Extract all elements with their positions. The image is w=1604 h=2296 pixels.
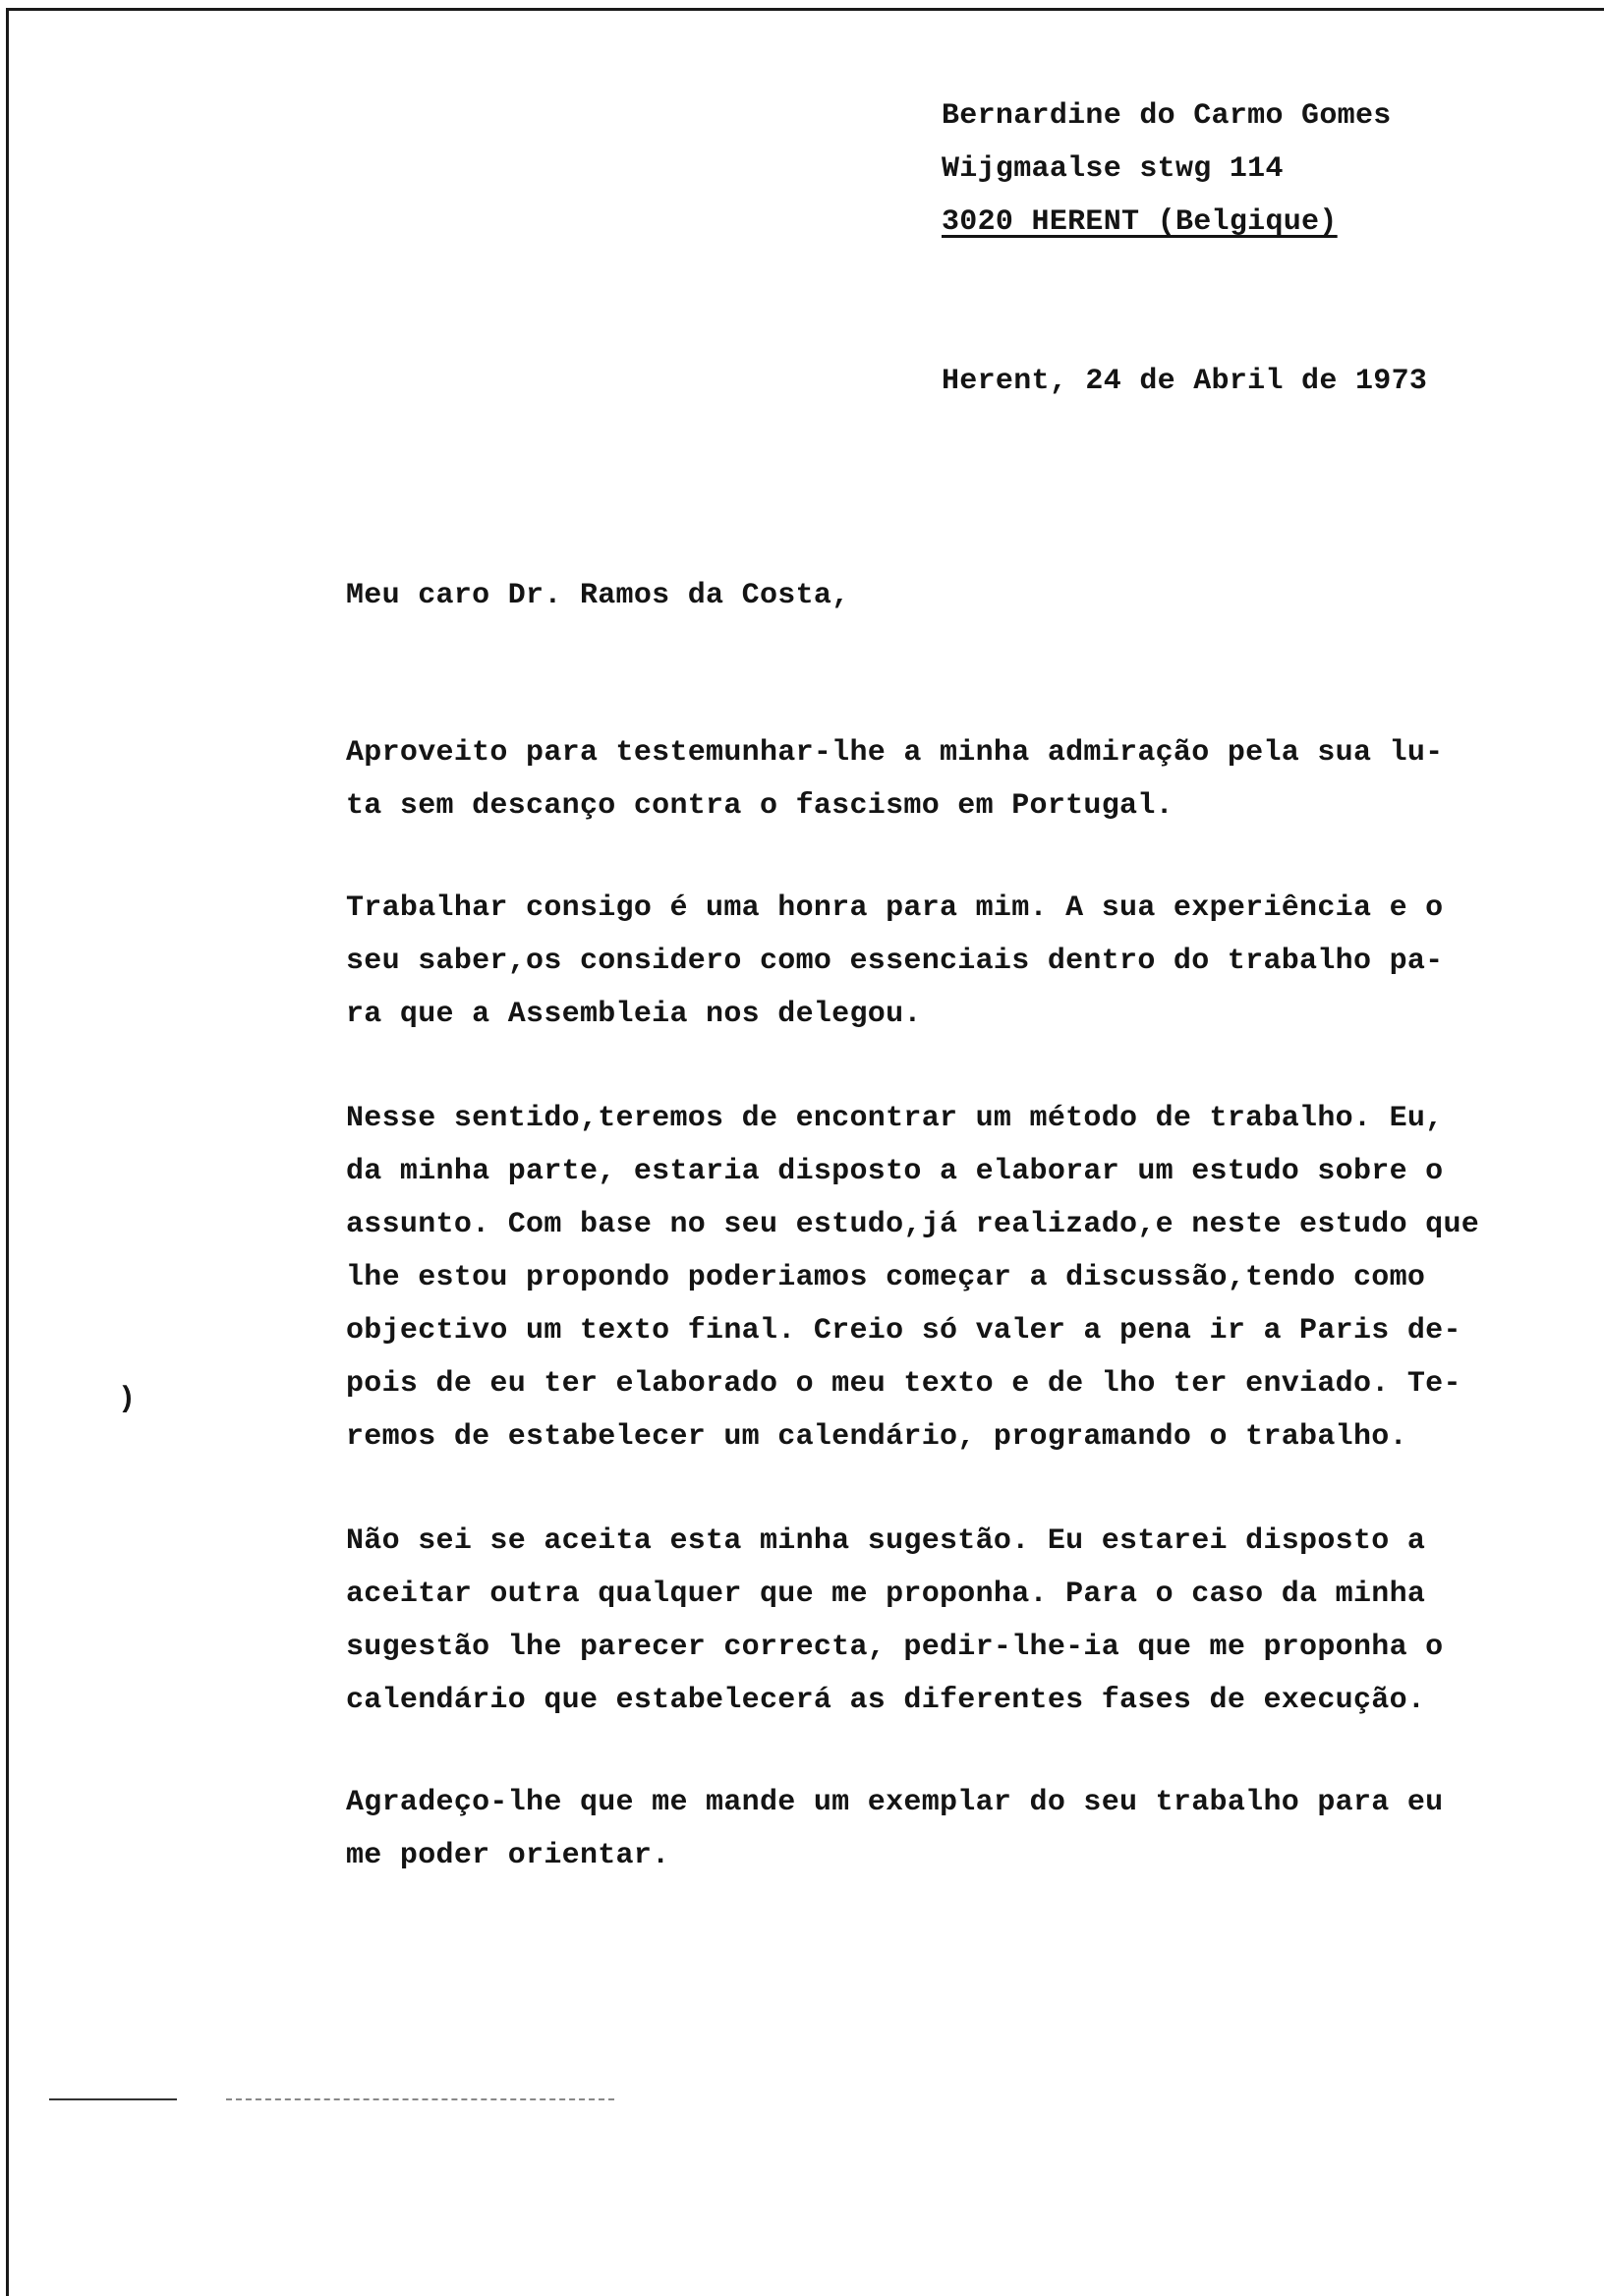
paragraph-line: Aproveito para testemunhar-lhe a minha admiração pela sua lu- xyxy=(346,736,1444,770)
paragraph-line: pois de eu ter elaborado o meu texto e de lho ter enviado. Te- xyxy=(346,1367,1461,1401)
paragraph-line: remos de estabelecer um calendário, programando o trabalho. xyxy=(346,1420,1407,1454)
sender-name: Bernardine do Carmo Gomes xyxy=(942,99,1392,133)
paragraph-line: Agradeço-lhe que me mande um exemplar do seu trabalho para eu xyxy=(346,1786,1444,1819)
margin-mark: ) xyxy=(118,1383,137,1416)
paragraph-line: objectivo um texto final. Creio só valer a pena ir a Paris de- xyxy=(346,1314,1461,1348)
paragraph-line: ta sem descanço contra o fascismo em Portugal. xyxy=(346,789,1174,823)
paragraph-line: calendário que estabelecerá as diferentes fases de execução. xyxy=(346,1684,1426,1717)
paragraph-line: seu saber,os considero como essenciais dentro do trabalho pa- xyxy=(346,945,1444,978)
paragraph-line: Trabalhar consigo é uma honra para mim. A sua experiência e o xyxy=(346,891,1444,925)
paragraph-line: Não sei se aceita esta minha sugestão. Eu estarei disposto a xyxy=(346,1524,1426,1558)
salutation: Meu caro Dr. Ramos da Costa, xyxy=(346,579,850,612)
paragraph-line: aceitar outra qualquer que me proponha. Para o caso da minha xyxy=(346,1578,1426,1611)
fold-mark xyxy=(49,2098,177,2100)
paragraph-line: Nesse sentido,teremos de encontrar um método de trabalho. Eu, xyxy=(346,1102,1444,1135)
page-border-top xyxy=(6,8,1604,11)
paragraph-line: ra que a Assembleia nos delegou. xyxy=(346,998,922,1031)
page-border-left xyxy=(6,8,9,2296)
paragraph-line: me poder orientar. xyxy=(346,1839,670,1872)
sender-street: Wijgmaalse stwg 114 xyxy=(942,152,1284,186)
paragraph-line: sugestão lhe parecer correcta, pedir-lhe-ia que me proponha o xyxy=(346,1631,1444,1664)
paragraph-line: da minha parte, estaria disposto a elaborar um estudo sobre o xyxy=(346,1155,1444,1188)
sender-city: 3020 HERENT (Belgique) xyxy=(942,205,1338,239)
paragraph-line: assunto. Com base no seu estudo,já realizado,e neste estudo que xyxy=(346,1208,1480,1241)
paragraph-line: lhe estou propondo poderiamos começar a discussão,tendo como xyxy=(346,1261,1426,1294)
letter-date: Herent, 24 de Abril de 1973 xyxy=(942,365,1428,398)
fold-mark-dotted xyxy=(226,2098,614,2100)
